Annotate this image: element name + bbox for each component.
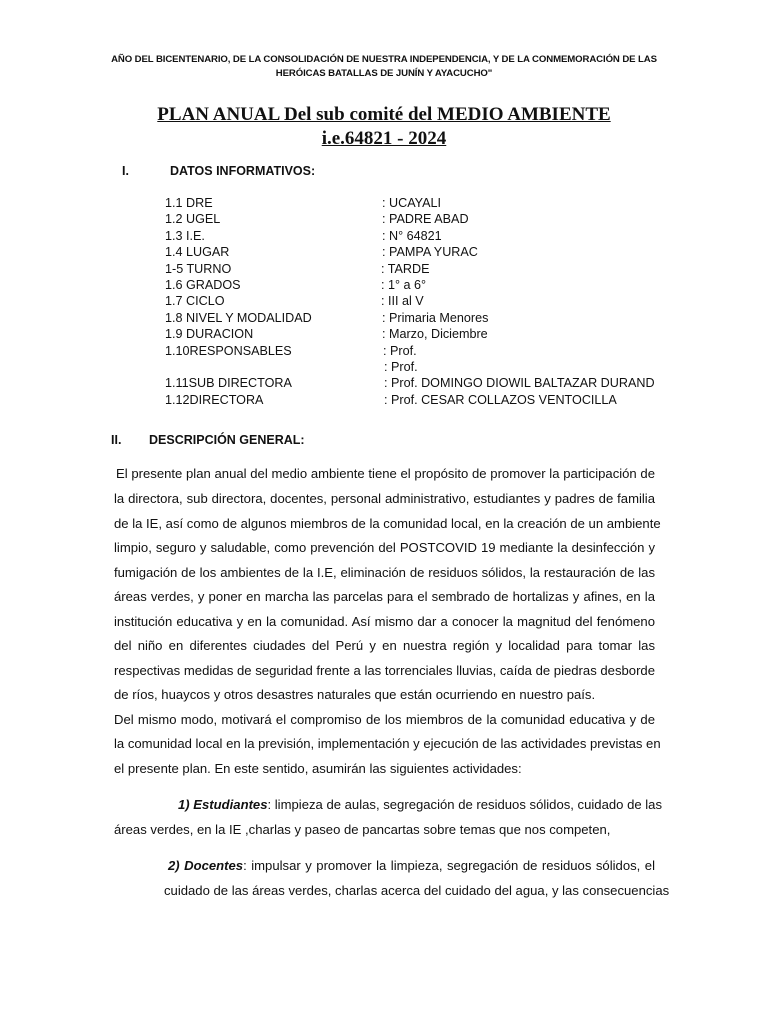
info-label: 1.8 NIVEL Y MODALIDAD: [165, 311, 312, 325]
paragraph-line: El presente plan anual del medio ambiente tiene el propósito de promover la participación de: [116, 466, 655, 481]
info-value: : Prof. DOMINGO DIOWIL BALTAZAR DURAND: [384, 376, 655, 390]
section-1-heading: DATOS INFORMATIVOS:: [170, 164, 316, 178]
paragraph-line: el presente plan. En este sentido, asumirán las siguientes actividades:: [114, 761, 522, 776]
info-value: : 1° a 6°: [381, 278, 427, 292]
info-label: 1.3 I.E.: [165, 229, 205, 243]
paragraph-line: fumigación de los ambientes de la I.E, eliminación de residuos sólidos, la restauración de las: [114, 565, 655, 580]
activity-line: cuidado de las áreas verdes, charlas acerca del cuidado del agua, y las consecuencias: [164, 883, 670, 898]
info-label: 1.10RESPONSABLES: [165, 344, 292, 358]
info-value: : UCAYALI: [382, 196, 442, 210]
section-1-number: I.: [122, 164, 129, 178]
info-value: : Prof.: [383, 344, 417, 358]
info-label: 1.4 LUGAR: [165, 245, 230, 259]
header-line-1: AÑO DEL BICENTENARIO, DE LA CONSOLIDACIÓN DE NUESTRA INDEPENDENCIA, Y DE LA CONMEMORACIÓN DE LAS: [111, 54, 657, 65]
info-label: 1.12DIRECTORA: [165, 393, 264, 407]
header-line-2: HERÓICAS BATALLAS DE JUNÍN Y AYACUCHO": [275, 68, 493, 79]
info-label: 1.9 DURACION: [165, 327, 254, 341]
paragraph-line: de la IE, así como de algunos miembros de la comunidad local, en la creación de un ambiente: [114, 516, 661, 531]
document-subtitle: i.e.64821 - 2024: [321, 128, 447, 149]
section-2-heading: DESCRIPCIÓN GENERAL:: [149, 433, 305, 447]
info-value: : Marzo, Diciembre: [382, 327, 488, 341]
paragraph-line: de ríos, huaycos y otros desastres naturales que están ocurriendo en nuestro país.: [114, 687, 596, 702]
activity-text: : limpieza de aulas, segregación de residuos sólidos, cuidado de las: [267, 797, 663, 812]
info-label: 1.7 CICLO: [165, 294, 225, 308]
info-label: 1.6 GRADOS: [165, 278, 241, 292]
info-label: 1.2 UGEL: [165, 212, 221, 226]
activity-line: [168, 858, 655, 873]
paragraph-line: respectivas medidas de seguridad frente a las torrenciales lluvias, caída de piedras desborde: [114, 663, 655, 678]
paragraph-line: institución educativa y en la comunidad. Así mismo dar a conocer la magnitud del fenómeno: [114, 614, 655, 629]
paragraph-line: del niño en diferentes ciudades del Perú y en nuestra región y localidad para tomar las: [114, 638, 655, 653]
paragraph-line: la directora, sub directora, docentes, personal administrativo, estudiantes y padres de familia: [114, 491, 655, 506]
section-2-number: II.: [111, 433, 122, 447]
activity-label: 2) Docentes: [168, 858, 244, 873]
info-value: : Prof. CESAR COLLAZOS VENTOCILLA: [384, 393, 617, 407]
info-label: 1-5 TURNO: [165, 262, 232, 276]
info-value: : Prof.: [384, 360, 418, 374]
document-title: PLAN ANUAL Del sub comité del MEDIO AMBIENTE: [157, 104, 611, 125]
info-value: : N° 64821: [382, 229, 442, 243]
paragraph-line: la comunidad local en la previsión, implementación y ejecución de las actividades previstas en: [114, 736, 661, 751]
info-value: : PAMPA YURAC: [382, 245, 478, 259]
info-value: : PADRE ABAD: [382, 212, 469, 226]
activity-text: : impulsar y promover la limpieza, segregación de residuos sólidos, el: [243, 858, 655, 873]
paragraph-line: limpio, seguro y saludable, como prevención del POSTCOVID 19 mediante la desinfección y: [114, 540, 655, 555]
paragraph-line: Del mismo modo, motivará el compromiso de los miembros de la comunidad educativa y de: [114, 712, 655, 727]
info-label: 1.1 DRE: [165, 196, 213, 210]
activity-label: 1) Estudiantes: [178, 797, 268, 812]
activity-line: [178, 797, 663, 812]
info-value: : III al V: [381, 294, 424, 308]
paragraph-line: áreas verdes, y poner en marcha las parcelas para el sembrado de hortalizas y afines, en la: [114, 589, 655, 604]
info-label: 1.11SUB DIRECTORA: [165, 376, 292, 390]
info-value: : Primaria Menores: [382, 311, 489, 325]
activity-line: áreas verdes, en la IE ,charlas y paseo de pancartas sobre temas que nos competen,: [114, 822, 611, 837]
info-value: : TARDE: [381, 262, 430, 276]
